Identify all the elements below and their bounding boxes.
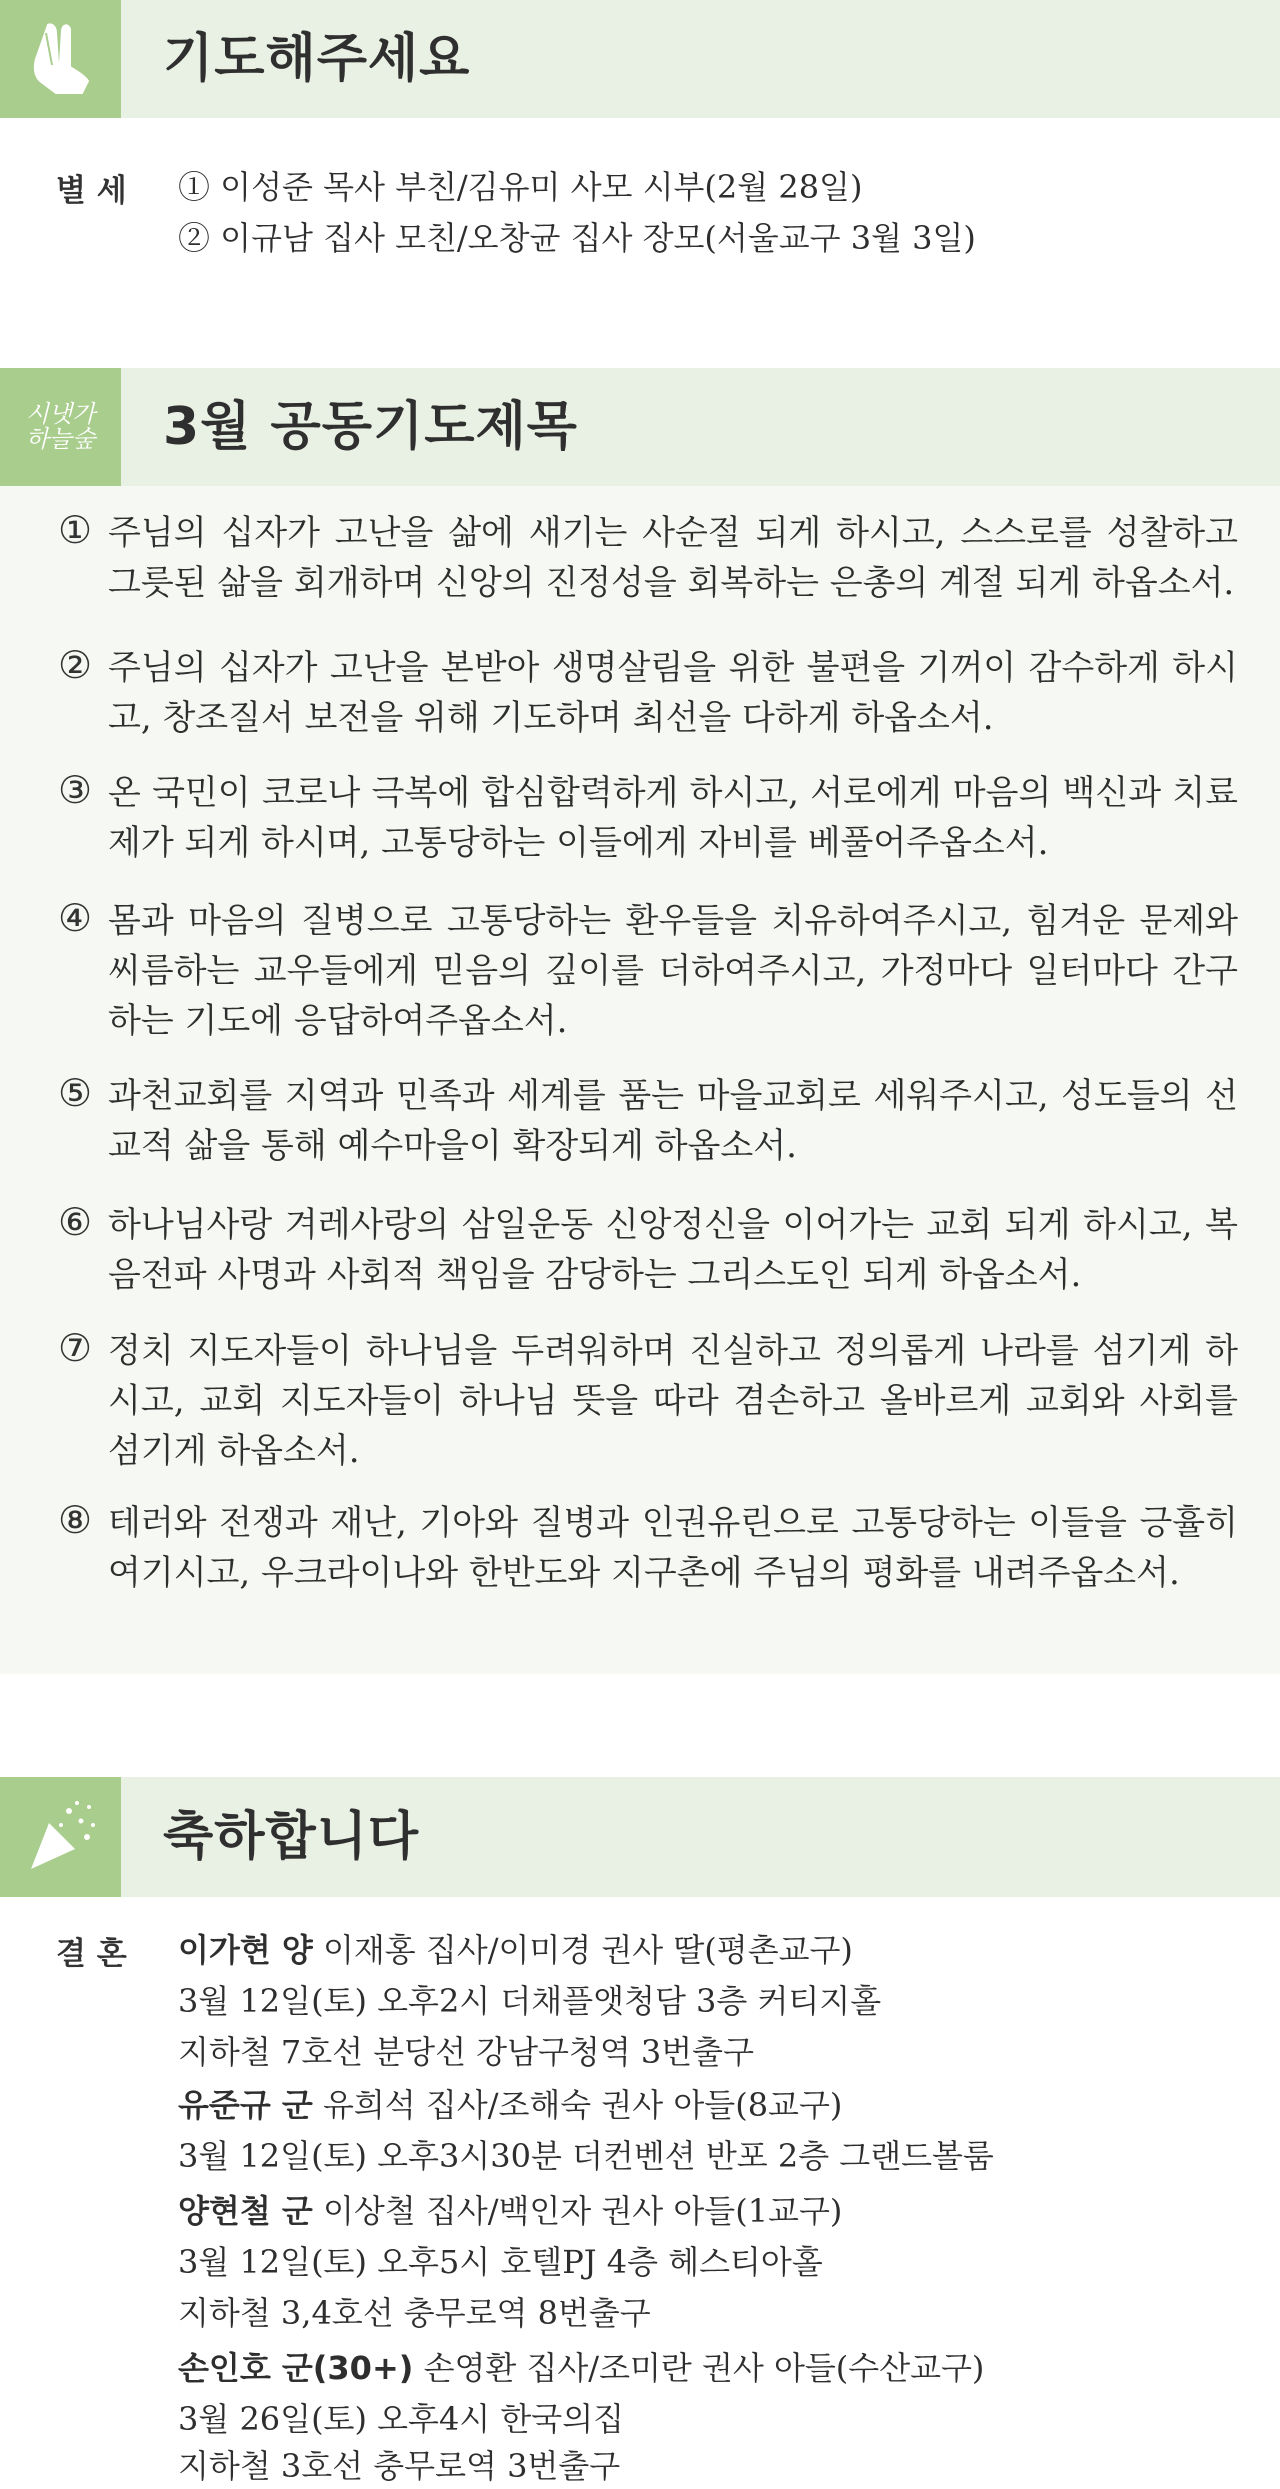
wedding-parents: 유희석 집사/조해숙 권사 아들(8교구): [312, 2086, 843, 2124]
wedding-name: 유준규 군: [178, 2086, 313, 2124]
wedding-name: 이가현 양: [178, 1931, 313, 1969]
prayer-item: 정치 지도자들이 하나님을 두려워하며 진실하고 정의롭게 나라를 섬기게 하시고, 교회 지도자들이 하나님 뜻을 따라 겸손하고 올바르게 교회와 사회를 섬기게 하옵소서.: [108, 1331, 1238, 1471]
wedding-name: 손인호 군(30+): [178, 2349, 414, 2387]
wedding-entry-header: [178, 1925, 853, 1971]
prayer-request-header: [0, 0, 1280, 118]
wedding-parents: 손영환 집사/조미란 권사 아들(수산교구): [413, 2349, 985, 2387]
item-number: ⑤: [58, 1071, 93, 1115]
item-number: ⑦: [58, 1326, 93, 1370]
death-label: 별 세: [56, 173, 127, 209]
wedding-detail: 3월 12일(토) 오후3시30분 더컨벤션 반포 2층 그랜드볼룸: [178, 2137, 994, 2175]
death-notice-line: ① 이성준 목사 부친/김유미 사모 시부(2월 28일): [178, 168, 863, 206]
wedding-entry-header: [178, 2080, 842, 2126]
wedding-entry-header: [178, 2186, 842, 2232]
item-number: ⑧: [58, 1498, 93, 1542]
item-number: ④: [58, 896, 93, 940]
wedding-detail: 지하철 7호선 분당선 강남구청역 3번출구: [178, 2033, 754, 2071]
section-title: 축하합니다: [163, 1807, 420, 1867]
wedding-detail: 지하철 3호선 충무로역 3번출구: [178, 2447, 621, 2485]
death-notice-line: ② 이규남 집사 모친/오창균 집사 장모(서울교구 3월 3일): [178, 219, 976, 257]
prayer-topics-header: [0, 368, 1280, 486]
wedding-detail: 3월 12일(토) 오후5시 호텔PJ 4층 헤스티아홀: [178, 2243, 823, 2281]
item-number: ⑥: [58, 1200, 93, 1244]
wedding-parents: 이재홍 집사/이미경 권사 딸(평촌교구): [312, 1931, 853, 1969]
wedding-entry-header: [178, 2343, 984, 2389]
item-number: ③: [58, 768, 93, 812]
prayer-item: 주님의 십자가 고난을 본받아 생명살림을 위한 불편을 기꺼이 감수하게 하시고, 창조질서 보전을 위해 기도하며 최선을 다하게 하옵소서.: [108, 648, 1238, 738]
wedding-name: 양현철 군: [178, 2192, 313, 2230]
wedding-parents: 이상철 집사/백인자 권사 아들(1교구): [312, 2192, 843, 2230]
prayer-item: 하나님사랑 겨레사랑의 삼일운동 신앙정신을 이어가는 교회 되게 하시고, 복음전파 사명과 사회적 책임을 감당하는 그리스도인 되게 하옵소서.: [108, 1205, 1238, 1295]
item-number: ②: [58, 643, 93, 687]
wedding-label: 결 혼: [56, 1936, 127, 1972]
prayer-item: 온 국민이 코로나 극복에 합심합력하게 하시고, 서로에게 마음의 백신과 치료제가 되게 하시며, 고통당하는 이들에게 자비를 베풀어주옵소서.: [108, 773, 1238, 863]
prayer-item: 테러와 전쟁과 재난, 기아와 질병과 인권유린으로 고통당하는 이들을 긍휼히 여기시고, 우크라이나와 한반도와 지구촌에 주님의 평화를 내려주옵소서.: [108, 1503, 1238, 1593]
prayer-item: 몸과 마음의 질병으로 고통당하는 환우들을 치유하여주시고, 힘겨운 문제와 씨름하는 교우들에게 믿음의 깊이를 더하여주시고, 가정마다 일터마다 간구하는 기도에 응답하여주옵소서.: [108, 901, 1238, 1041]
wedding-detail: 지하철 3,4호선 충무로역 8번출구: [178, 2294, 651, 2332]
celebration-header: [0, 1777, 1280, 1897]
section-title: 기도해주세요: [163, 29, 471, 89]
prayer-item: 과천교회를 지역과 민족과 세계를 품는 마을교회로 세워주시고, 성도들의 선교적 삶을 통해 예수마을이 확장되게 하옵소서.: [108, 1076, 1238, 1166]
prayer-topics-list: [0, 486, 1280, 1674]
section-title: 3월 공동기도제목: [163, 397, 578, 457]
logo-text-bottom: 하늘숲: [25, 425, 96, 453]
prayer-item: 주님의 십자가 고난을 삶에 새기는 사순절 되게 하시고, 스스로를 성찰하고 그릇된 삶을 회개하며 신앙의 진정성을 회복하는 은총의 계절 되게 하옵소서.: [108, 513, 1238, 603]
praying-hands-icon: [0, 0, 121, 118]
wedding-detail: 3월 26일(토) 오후4시 한국의집: [178, 2400, 625, 2438]
stream-sky-forest-logo: [0, 368, 121, 486]
party-popper-icon: [0, 1777, 121, 1897]
wedding-detail: 3월 12일(토) 오후2시 더채플앳청담 3층 커티지홀: [178, 1982, 882, 2020]
item-number: ①: [58, 508, 93, 552]
logo-text-top: 시냇가: [25, 399, 96, 428]
